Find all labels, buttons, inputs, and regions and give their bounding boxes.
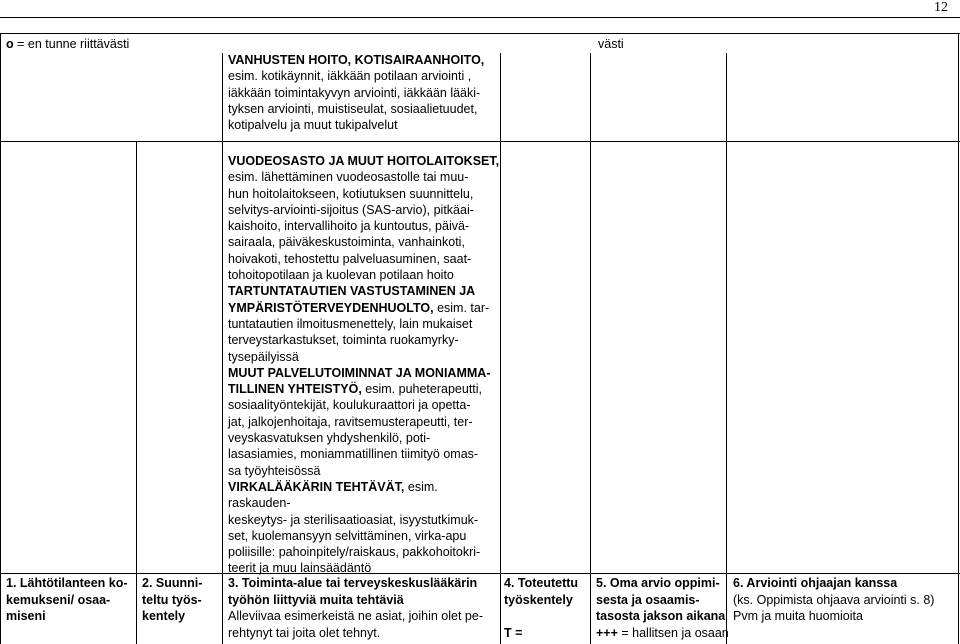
legend	[6, 37, 129, 51]
col-divider-left	[0, 33, 1, 644]
footer-col-4-line: työskentely	[504, 592, 573, 607]
legend-symbol: o	[6, 37, 14, 51]
footer-col-1	[6, 575, 134, 625]
footer-col-6-heading: 6. Arviointi ohjaajan kanssa	[733, 576, 898, 590]
block-home-care-heading: VANHUSTEN HOITO, KOTISAIRAANHOITO,	[228, 53, 485, 67]
col-divider-3	[500, 53, 501, 644]
text-line: teerit ja muu lainsäädäntö	[228, 561, 372, 576]
footer-col-2	[142, 575, 220, 625]
text-line: hun hoitolaitokseen, kotiutuksen suunnittelu,	[228, 186, 474, 201]
footer-col-5-line: tasosta jakson aikana	[596, 609, 726, 623]
text-line: sosiaalityöntekijät, koulukuraattori ja opetta-	[228, 398, 471, 413]
footer-col-5-line: sesta ja osaamis-	[596, 592, 700, 607]
col-divider-right	[958, 33, 959, 644]
block-ward-heading: VUODEOSASTO JA MUUT HOITOLAITOKSET,	[228, 154, 500, 168]
footer-col-3-line: 3. Toiminta-alue tai terveyskeskuslääkärin	[228, 576, 478, 590]
block-home-care	[228, 52, 500, 133]
table-top-border	[0, 33, 960, 34]
official-doctor-heading: VIRKALÄÄKÄRIN TEHTÄVÄT,	[228, 479, 405, 494]
footer-col-3-line: Alleviivaa esimerkeistä ne asiat, joihin olet pe-	[228, 609, 483, 623]
text-line: kotipalvelu ja muut tukipalvelut	[228, 118, 398, 133]
text-line: tohoitopotilaan ja kuolevan potilaan hoito	[228, 268, 454, 283]
page-number: 12	[934, 0, 948, 15]
legend-text: = en tunne riittävästi	[13, 37, 130, 51]
text-line: hoivakoti, tehostettu palveluasuminen, saat-	[228, 251, 472, 266]
header-right-text: västi	[598, 37, 624, 51]
footer-col-2-line: teltu työs-	[142, 592, 202, 607]
footer-col-5	[596, 575, 729, 641]
footer-col-2-line: 2. Suunni-	[142, 576, 203, 590]
col-divider-4	[590, 53, 591, 644]
text-line: esim. kotikäynnit, iäkkään potilaan arviointi ,	[228, 69, 472, 84]
footer-col-3-line: työhön liittyviä muita tehtäviä	[228, 592, 404, 607]
text-line: veyskasvatuksen yhdyshenkilö, poti-	[228, 431, 431, 446]
header-rule	[0, 17, 960, 18]
footer-col-4	[504, 575, 588, 641]
text-line: esim. puheterapeutti,	[361, 382, 483, 397]
text-line: kaishoito, intervallihoito ja kuntoutus, päivä-	[228, 219, 470, 234]
text-line: toiminta ruokamyrky-	[339, 333, 459, 348]
row-divider	[0, 141, 960, 142]
footer-col-4-line: 4. Toteutettu	[504, 576, 579, 590]
footer-col-3	[228, 575, 498, 641]
text-line: sa työyhteisössä	[228, 463, 321, 478]
footer-col-6-line: (ks. Oppimista ohjaava arviointi s. 8)	[733, 592, 935, 607]
text-line: terveystarkastukset,	[228, 333, 340, 348]
text-line: jat, jalkojenhoitaja, ravitsemusterapeutti, ter-	[228, 414, 473, 429]
footer-col-4-t: T =	[504, 625, 523, 640]
footer-col-5-line: 5. Oma arvio oppimi-	[596, 576, 720, 590]
text-line: sairaala, päiväkeskustoiminta, vanhainkoti,	[228, 235, 465, 250]
col-divider-1	[136, 141, 137, 644]
col-divider-5	[726, 53, 727, 644]
text-line: tuntatautien ilmoitusmenettely, lain mukaiset	[228, 316, 473, 331]
services-heading-cont: TILLINEN YHTEISTYÖ,	[228, 382, 362, 397]
text-line: poliisille: pahoinpitely/raiskaus, pakkohoitokri-	[228, 545, 481, 560]
footer-col-6	[733, 575, 958, 625]
text-line: tysepäilyissä	[228, 349, 299, 364]
text-line: set, kuolemansyyn selvittäminen, virka-apu	[228, 528, 467, 543]
block-ward	[228, 153, 500, 577]
text-line: iäkkään toimintakyvyn arviointi, iäkkään lääki-	[228, 85, 481, 100]
footer-col-1-line: 1. Lähtötilanteen ko-	[6, 576, 128, 590]
footer-col-1-line: miseni	[6, 609, 46, 623]
text-line: tyksen arviointi, muistiseulat, sosiaalietuudet,	[228, 101, 478, 116]
infection-heading: TARTUNTATAUTIEN VASTUSTAMINEN JA	[228, 284, 476, 299]
infection-heading-cont: YMPÄRISTÖTERVEYDENHUOLTO,	[228, 300, 434, 315]
text-line: esim. raskauden-	[228, 479, 438, 511]
text-line: lasasiamies, moniammatillinen tiimityö omas-	[228, 447, 479, 462]
text-line: esim. tar-	[433, 300, 490, 315]
footer-col-5-plus: +++	[596, 625, 618, 640]
text-line: selvitys-arviointi-sijoitus (SAS-arvio), pitkäai-	[228, 202, 474, 217]
services-heading: MUUT PALVELUTOIMINNAT JA MONIAMMA-	[228, 365, 491, 380]
footer-col-5-plus-text: = hallitsen ja osaan	[617, 625, 729, 640]
footer-col-3-line: rehtynyt tai joita olet tehnyt.	[228, 625, 381, 640]
footer-col-6-line: Pvm ja muita huomioita	[733, 609, 863, 623]
footer-col-2-line: kentely	[142, 609, 186, 623]
text-line: keskeytys- ja sterilisaatioasiat, isyystutkimuk-	[228, 512, 479, 527]
footer-col-1-line: kemukseni/ osaa-	[6, 592, 111, 607]
text-line: esim. lähettäminen vuodeosastolle tai muu-	[228, 170, 469, 185]
col-divider-2	[222, 53, 223, 644]
